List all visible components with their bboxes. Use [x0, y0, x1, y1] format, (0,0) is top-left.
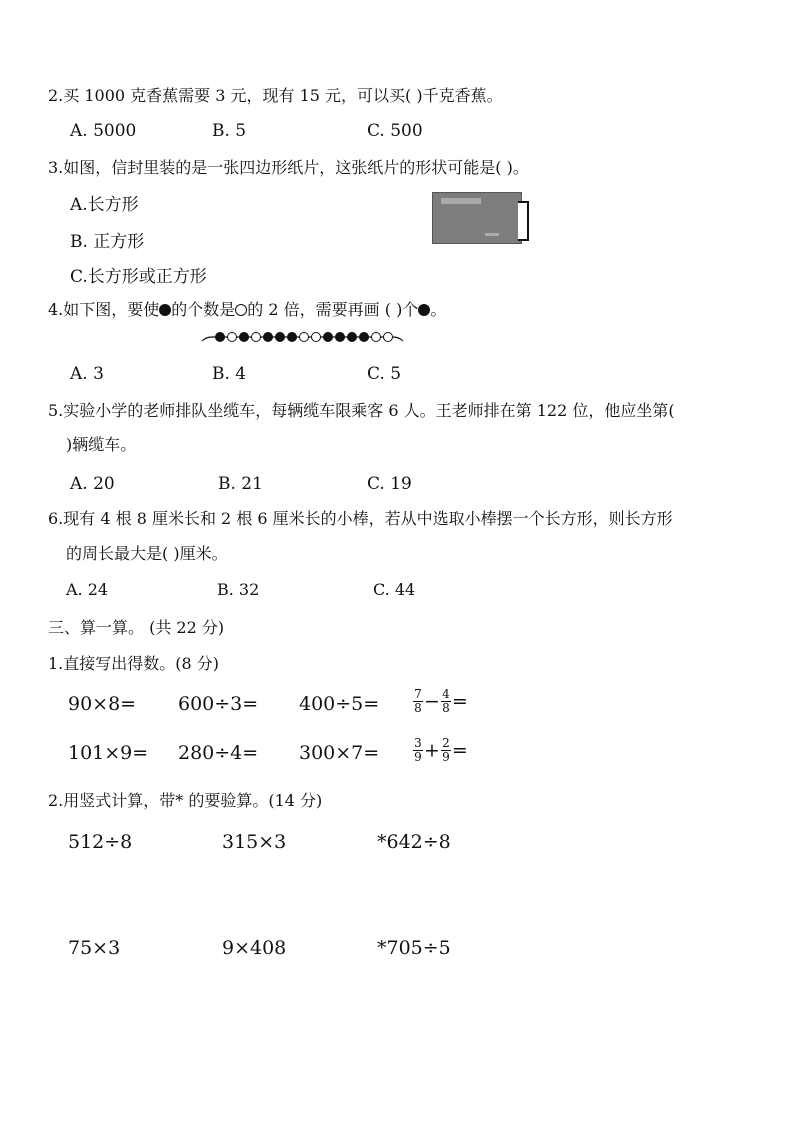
- q2-option-a: A. 5000: [70, 121, 137, 141]
- q4-stem-part4: 。: [430, 300, 447, 319]
- q2-stem: 2.买 1000 克香蕉需要 3 元，现有 15 元，可以买( )千克香蕉。: [48, 86, 503, 105]
- q6-stem-line1: 6.现有 4 根 8 厘米长和 2 根 6 厘米长的小棒，若从中选取小棒摆一个长方形，则长方形: [48, 509, 673, 528]
- calc-row2-item3: 300×7=: [299, 742, 380, 764]
- calc-row1-item3: 400÷5=: [299, 693, 380, 715]
- black-bead: [275, 332, 285, 342]
- black-bead: [239, 332, 249, 342]
- envelope-postmark: [485, 233, 499, 236]
- q4-option-c: C. 5: [367, 364, 402, 384]
- black-bead: [287, 332, 297, 342]
- white-bead: [227, 332, 237, 342]
- white-bead: [251, 332, 261, 342]
- bead-string: [200, 325, 405, 349]
- q3-option-a: A.长方形: [70, 195, 139, 215]
- vertical-calc-1: 512÷8: [68, 831, 133, 853]
- q6-stem-line2: 的周长最大是( )厘米。: [66, 544, 228, 563]
- vertical-calc-3: *642÷8: [377, 831, 451, 853]
- vertical-calc-2: 315×3: [222, 831, 287, 853]
- q3-stem: 3.如图，信封里装的是一张四边形纸片，这张纸片的形状可能是( )。: [48, 158, 529, 177]
- white-bead: [383, 332, 393, 342]
- calc-row2-item2: 280÷4=: [178, 742, 259, 764]
- vertical-calc-4: 75×3: [68, 937, 121, 959]
- black-bead: [347, 332, 357, 342]
- q4-option-a: A. 3: [70, 364, 104, 384]
- q6-option-b: B. 32: [217, 580, 260, 599]
- fraction-3-9: $\frac{3}{9}$: [414, 736, 422, 764]
- q4-stem-part1: 4.如下图，要使: [48, 300, 160, 319]
- black-bead: [359, 332, 369, 342]
- q6-option-c: C. 44: [373, 580, 416, 599]
- vertical-calc-5: 9×408: [222, 937, 287, 959]
- q3-option-b: B. 正方形: [70, 232, 145, 252]
- black-bead-icon: [159, 304, 171, 316]
- white-bead: [311, 332, 321, 342]
- q6-option-a: A. 24: [66, 580, 109, 599]
- fraction-2-9: $\frac{2}{9}$: [442, 736, 450, 764]
- q4-stem-part2: 的个数是: [171, 300, 236, 319]
- black-bead: [323, 332, 333, 342]
- part1-title: 1.直接写出得数。(8 分): [48, 654, 220, 673]
- calc-row2-item1: 101×9=: [68, 742, 149, 764]
- q4-stem: [48, 300, 446, 320]
- fraction-expression-1: $\frac{7}{8}$ − $\frac{4}{8}$ =: [414, 687, 468, 715]
- q2-option-c: C. 500: [367, 121, 423, 141]
- q5-option-b: B. 21: [218, 474, 263, 494]
- calc-row1-item2: 600÷3=: [178, 693, 259, 715]
- fraction-4-8: $\frac{4}{8}$: [442, 687, 450, 715]
- q2-option-b: B. 5: [212, 121, 247, 141]
- envelope-stamp-strip: [441, 198, 481, 204]
- black-bead: [263, 332, 273, 342]
- section3-heading: 三、算一算。 (共 22 分): [48, 618, 225, 637]
- fraction-7-8: $\frac{7}{8}$: [414, 687, 422, 715]
- black-bead: [335, 332, 345, 342]
- q5-option-a: A. 20: [70, 474, 115, 494]
- q3-option-c: C.长方形或正方形: [70, 267, 207, 287]
- fraction-expression-2: $\frac{3}{9}$ + $\frac{2}{9}$ =: [414, 736, 468, 764]
- q5-stem-line2: )辆缆车。: [66, 435, 137, 454]
- q5-stem-line1: 5.实验小学的老师排队坐缆车，每辆缆车限乘客 6 人。王老师排在第 122 位，他应坐第(: [48, 401, 675, 420]
- part2-title: 2.用竖式计算，带* 的要验算。(14 分): [48, 791, 323, 810]
- white-bead-icon: [235, 304, 247, 316]
- black-bead-icon: [418, 304, 430, 316]
- white-bead: [299, 332, 309, 342]
- paper-card-edge: [518, 201, 529, 241]
- envelope-image: [432, 192, 522, 244]
- q4-stem-part3: 的 2 倍，需要再画 ( )个: [247, 300, 419, 319]
- calc-row1-item1: 90×8=: [68, 693, 137, 715]
- q4-option-b: B. 4: [212, 364, 247, 384]
- black-bead: [215, 332, 225, 342]
- white-bead: [371, 332, 381, 342]
- q5-option-c: C. 19: [367, 474, 412, 494]
- vertical-calc-6: *705÷5: [377, 937, 451, 959]
